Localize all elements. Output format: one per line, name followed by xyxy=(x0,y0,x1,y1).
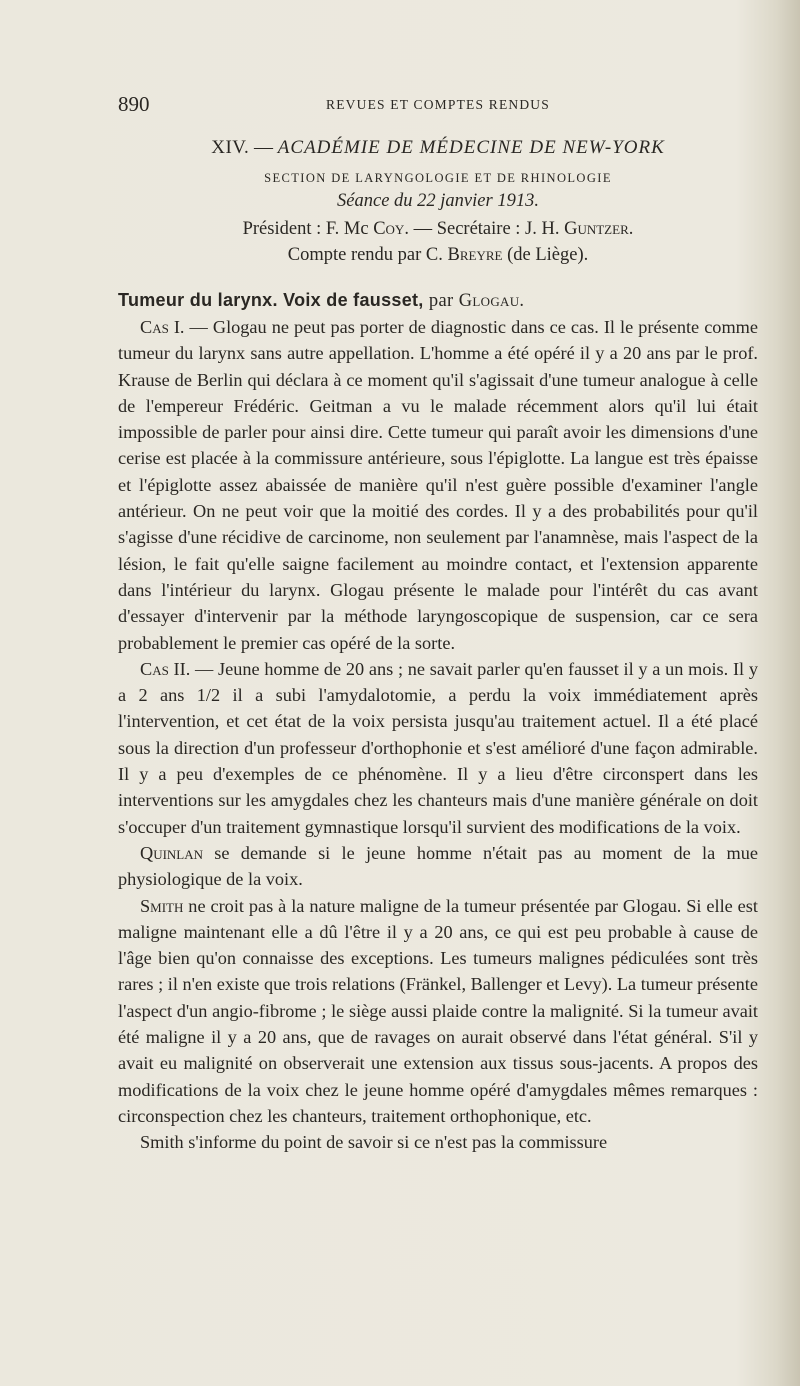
report-line: Compte rendu par C. Breyre (de Liège). xyxy=(287,245,589,265)
title-dash: — xyxy=(254,137,274,158)
president-name: Coy. xyxy=(373,219,409,239)
case-heading: Tumeur du larynx. Voix de fausset, par Glogau. xyxy=(118,290,525,311)
academy-name: ACADÉMIE DE MÉDECINE DE NEW-YORK xyxy=(277,137,665,158)
paragraph-quinlan: Quinlan se demande si le jeune homme n'était pas au moment de la mue physiologique de la voix. xyxy=(118,842,758,890)
article-title xyxy=(118,137,758,159)
page-number: 890 xyxy=(118,92,150,116)
heading-author: Glogau. xyxy=(458,291,525,311)
article-number: XIV. xyxy=(211,137,250,158)
article xyxy=(118,137,758,1156)
officers-line: Président : F. Mc Coy. — Secrétaire : J. H. Guntzer. xyxy=(242,219,634,239)
page-header xyxy=(118,92,758,116)
session-date: Séance du 22 janvier 1913. xyxy=(337,191,539,211)
section-line: SECTION DE LARYNGOLOGIE ET DE RHINOLOGIE xyxy=(264,171,612,185)
paragraph-cas-2: Cas II. — Jeune homme de 20 ans ; ne savait parler qu'en fausset il y a un mois. Il y a 2 ans 1/2 il a subi l'amydalotomie, a perdu la voix immédiatement après l'intervention, et cet état de la voix persista jusqu'au traitement actuel. Il a été placé sous la direction d'un professeur d'orthophonie et s'est amélioré d'une façon admirable. Il y a peu d'exemples de ce phénomène. Il y a lieu d'être circonspert dans les interventions sur les amygdales chez les chanteurs mais d'une manière générale on doit s'occuper d'un traitement gymnastique lorsqu'il survient des modifications de la voix. xyxy=(118,658,758,837)
reporter-name: Breyre xyxy=(447,245,503,265)
paragraph-cas-1: Cas I. — Glogau ne peut pas porter de diagnostic dans ce cas. Il le présente comme tumeur du larynx sans autre appellation. L'homme a été opéré il y a 20 ans par le prof. Krause de Berlin qui déclara à ce moment qu'il s'agissait d'une tumeur analogue à celle de l'empereur Frédéric. Geitman a vu le malade récemment alors qu'il lui était impossible de parler pour ainsi dire. Cette tumeur qui paraît avoir les dimensions d'une cerise est placée à la commissure antérieure, sous l'épiglotte. La langue est très épaisse et l'épiglotte assez abaissée de manière qu'il n'est guère possible d'examiner l'angle antérieur. On ne peut voir que la moitié des cordes. Il y a des probabilités pour qu'il s'agisse d'une récidive de carcinome, non seulement par l'anamnèse, mais l'aspect de la lésion, le fait qu'elle saigne facilement au moindre contact, et l'extension apparente dans l'intérieur du larynx. Glogau présente le malade pour l'intérêt du cas avant d'essayer d'intervenir par la méthode laryngoscopique de suspension, car ce sera probablement le premier cas opéré de la sorte. xyxy=(118,317,758,653)
secretary-name: Guntzer. xyxy=(564,219,634,239)
running-head: REVUES ET COMPTES RENDUS xyxy=(326,97,550,112)
paragraph-smith: Smith ne croit pas à la nature maligne de la tumeur présentée par Glogau. Si elle est maligne maintenant elle a dû l'être il y a 20 ans, ce qui est peu probable à cause de l'âge bien qu'on connaisse des exceptions. Les tumeurs malignes pédiculées sont très rares ; il n'en existe que trois relations (Fränkel, Ballenger et Levy). La tumeur présente l'aspect d'un angio-fibrome ; le siège aussi plaide contre la malignité. Si la tumeur avait été maligne il y a 20 ans, que de ravages on aurait observé dans l'état général. S'il y avait eu malignité on observerait une extension aux tissus sous-jacents. A propos des modifications de la voix chez le jeune homme opéré d'amygdales mêmes remarques : circonspection chez les chanteurs, traitement orthophonique, etc. xyxy=(118,895,758,1126)
paragraph-smith-question: Smith s'informe du point de savoir si ce n'est pas la commissure xyxy=(140,1132,608,1153)
case-heading-title: Tumeur du larynx. Voix de fausset, xyxy=(118,290,424,310)
